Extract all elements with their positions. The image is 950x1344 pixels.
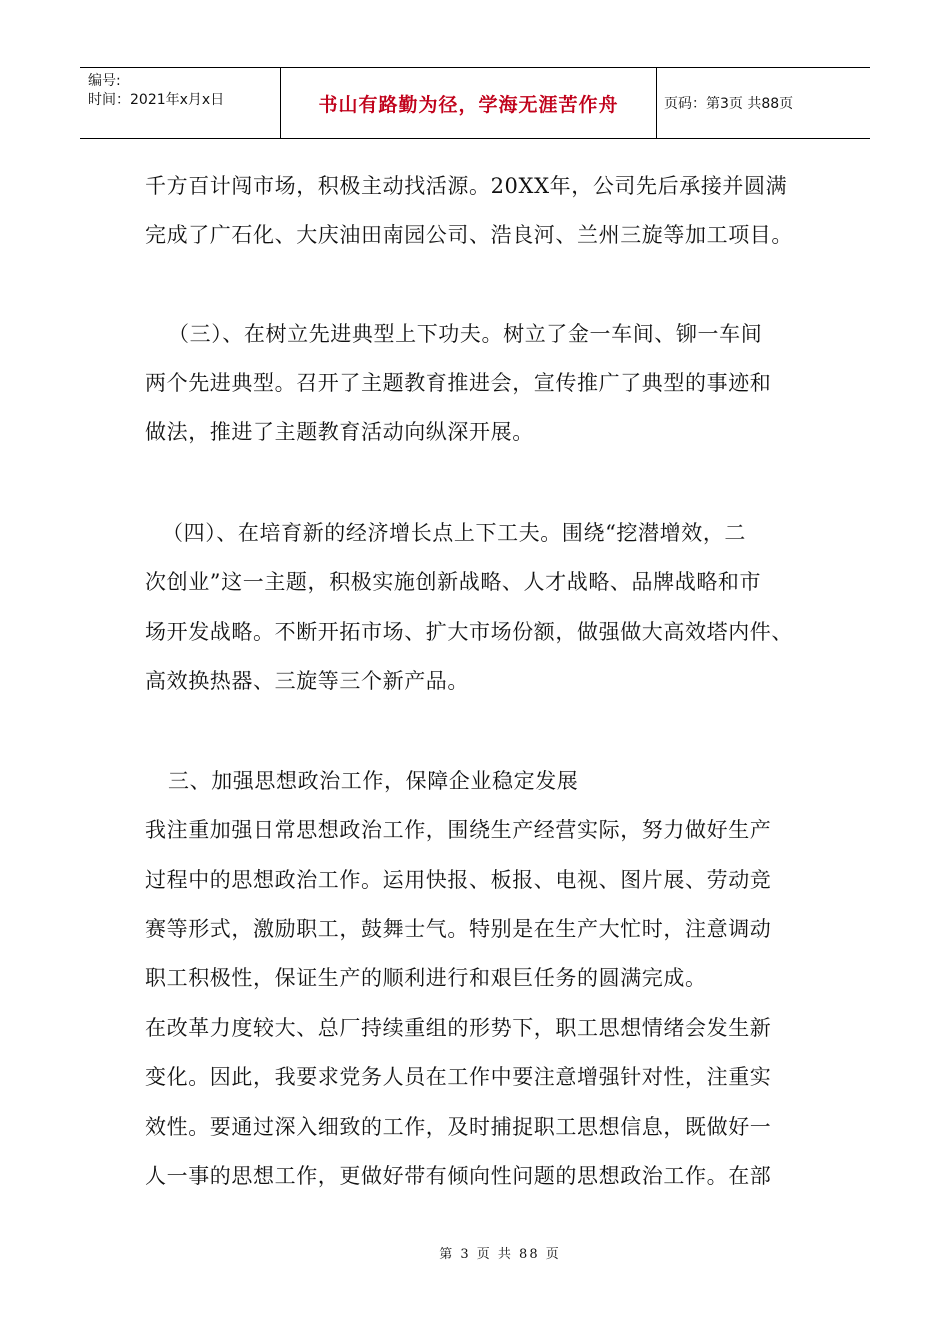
page-header: [80, 67, 870, 139]
page-footer: 第 3 页 共 88 页: [439, 1247, 561, 1262]
paragraph-line: 过程中的思想政治工作。运用快报、板报、电视、图片展、劳动竞: [145, 868, 772, 892]
paragraph-line: 我注重加强日常思想政治工作，围绕生产经营实际，努力做好生产: [145, 818, 772, 842]
paragraph-line: 职工积极性，保证生产的顺利进行和艰巨任务的圆满完成。: [145, 966, 707, 990]
document-date: 时间：2021年x月x日: [88, 92, 225, 108]
paragraph-line: （三）、在树立先进典型上下功夫。树立了金一车间、铆一车间: [168, 322, 763, 346]
header-meta: [80, 68, 281, 138]
paragraph-line: 次创业”这一主题，积极实施创新战略、人才战略、品牌战略和市: [145, 570, 762, 594]
paragraph-line: 变化。因此，我要求党务人员在工作中要注意增强针对性，注重实: [145, 1065, 772, 1089]
paragraph-line: 赛等形式，激励职工，鼓舞士气。特别是在生产大忙时，注意调动: [145, 917, 772, 941]
paragraph-line: 场开发战略。不断开拓市场、扩大市场份额，做强做大高效塔内件、: [145, 620, 793, 644]
paragraph-line: 效性。要通过深入细致的工作，及时捕捉职工思想信息，既做好一: [145, 1115, 772, 1139]
paragraph-line: 做法，推进了主题教育活动向纵深开展。: [145, 420, 534, 444]
section-heading: 三、加强思想政治工作，保障企业稳定发展: [168, 769, 579, 793]
paragraph-line: 两个先进典型。召开了主题教育推进会，宣传推广了典型的事迹和: [145, 371, 772, 395]
paragraph-line: 人一事的思想工作，更做好带有倾向性问题的思想政治工作。在部: [145, 1164, 772, 1188]
paragraph-line: 高效换热器、三旋等三个新产品。: [145, 669, 469, 693]
paragraph-line: （四）、在培育新的经济增长点上下工夫。围绕“挖潜增效，二: [162, 521, 747, 545]
header-page-info: 页码：第3页 共88页: [664, 96, 794, 112]
document-number-label: 编号:: [88, 73, 121, 89]
paragraph-line: 千方百计闯市场，积极主动找活源。20XX年，公司先后承接并圆满: [145, 174, 788, 198]
paragraph-line: 在改革力度较大、总厂持续重组的形势下，职工思想情绪会发生新: [145, 1016, 772, 1040]
paragraph-line: 完成了广石化、大庆油田南园公司、浩良河、兰州三旋等加工项目。: [145, 223, 793, 247]
header-motto: 书山有路勤为径，学海无涯苦作舟: [281, 68, 657, 138]
